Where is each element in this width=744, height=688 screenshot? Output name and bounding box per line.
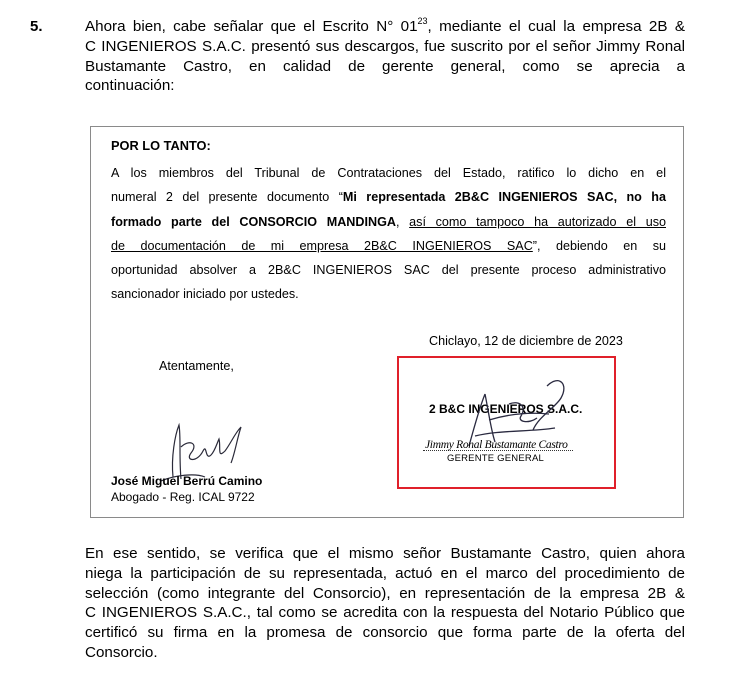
- conclusion-line-5: certificó su firma en la promesa de consorcio que forma parte de la oferta del: [85, 624, 685, 642]
- company-stamp: 2 B&C INGENIEROS S.A.C.: [429, 402, 583, 416]
- excerpt-body: [111, 161, 666, 307]
- paragraph-number: 5.: [30, 18, 43, 35]
- intro-line-3: Bustamante Castro, en calidad de gerente general, como se aprecia a: [85, 57, 685, 75]
- manager-title: GERENTE GENERAL: [447, 453, 544, 464]
- excerpt-line-1: A los miembros del Tribunal de Contrataciones del Estado, ratifico lo dicho en el: [111, 166, 666, 180]
- closing-salutation: Atentamente,: [159, 359, 234, 373]
- intro-paragraph: [85, 17, 685, 96]
- conclusion-paragraph: [85, 544, 685, 663]
- excerpt-heading: POR LO TANTO:: [111, 138, 211, 153]
- lawyer-name: José Miguel Berrú Camino: [111, 474, 263, 488]
- intro-line-2: C INGENIEROS S.A.C. presentó sus descargos, fue suscrito por el señor Jimmy Ronal: [85, 37, 685, 55]
- excerpt-line-2: numeral 2 del presente documento “Mi representada 2B&C INGENIEROS SAC, no ha: [111, 190, 666, 205]
- excerpt-line-4: de documentación de mi empresa 2B&C INGENIEROS SAC”, debiendo en su: [111, 238, 666, 253]
- conclusion-line-6: Consorcio.: [85, 643, 158, 661]
- conclusion-line-1: En ese sentido, se verifica que el mismo señor Bustamante Castro, quien ahora: [85, 545, 685, 562]
- manager-name: Jimmy Ronal Bustamante Castro: [425, 439, 568, 451]
- footnote-ref[interactable]: 23: [417, 15, 428, 26]
- lawyer-registration: Abogado - Reg. ICAL 9722: [111, 490, 255, 504]
- conclusion-line-4: C INGENIEROS S.A.C., tal como se acredita con la respuesta del Notario Público que: [85, 604, 685, 622]
- intro-line-4: continuación:: [85, 77, 175, 95]
- excerpt-line-6: sancionador iniciado por ustedes.: [111, 287, 299, 302]
- conclusion-line-2: niega la participación de su representada, actuó en el marco del procedimiento de: [85, 564, 685, 582]
- intro-line-1: Ahora bien, cabe señalar que el Escrito N° $01^{23}$, mediante el cual la empresa 2B &: [85, 15, 685, 35]
- excerpt-line-5: oportunidad absolver a 2B&C INGENIEROS SAC del presente proceso administrativo: [111, 263, 666, 278]
- quoted-document-excerpt: [90, 126, 684, 518]
- excerpt-line-3: formado parte del CONSORCIO MANDINGA, así como tampoco ha autorizado el uso: [111, 214, 666, 229]
- conclusion-line-3: selección (como integrante del Consorcio), en representación de la empresa 2B &: [85, 584, 685, 602]
- place-date: Chiclayo, 12 de diciembre de 2023: [429, 334, 623, 348]
- highlighted-signature-box: [397, 356, 616, 489]
